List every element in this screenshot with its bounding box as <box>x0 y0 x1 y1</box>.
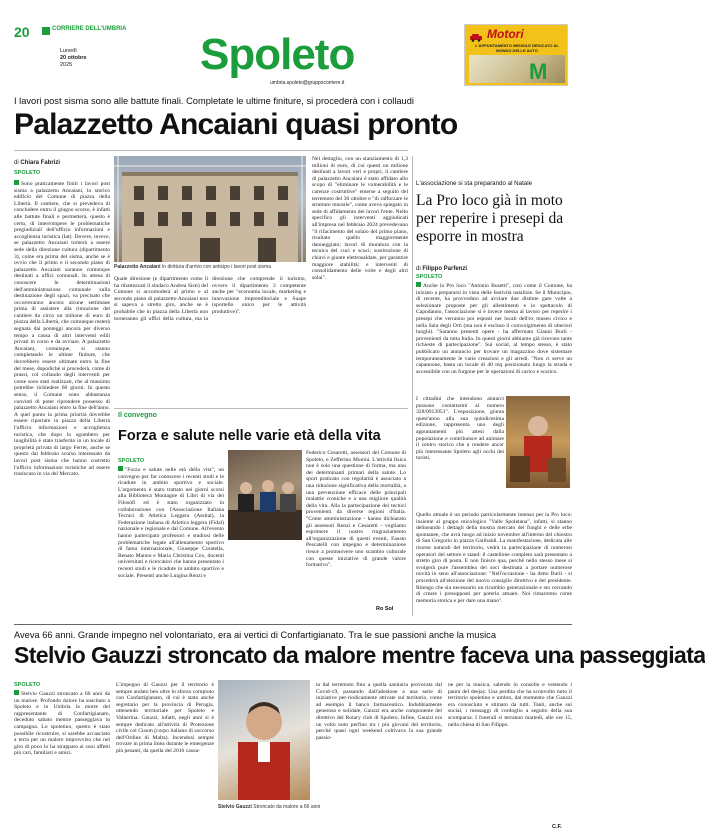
article4-col1 <box>14 690 110 830</box>
section-email[interactable]: umbria.spoleto@gruppocorriere.it <box>270 80 345 86</box>
article4-photo-caption <box>218 804 328 810</box>
bullet-square-icon <box>14 180 19 185</box>
article1-photo[interactable] <box>114 156 306 262</box>
byline-author[interactable]: Filippo Parfenzi <box>422 266 468 272</box>
article3-kicker: L'associazione si sta preparando al Natale <box>416 180 533 187</box>
article1-col2 <box>114 276 306 406</box>
section-title: Spoleto <box>200 30 355 79</box>
article4-col3 <box>316 682 442 830</box>
bullet-square-icon <box>416 282 421 287</box>
article4-col2 <box>116 682 214 830</box>
byline-prefix: di <box>14 160 19 166</box>
page-number: 20 <box>14 24 30 40</box>
article4-col2-text: L'impegno di Gauzzi per il territorio è sempre andato ben oltre lo sforzo compiuto con Confartigianato, di cui è stato anche segretario per la provincia di Perugia, ottenendo territoriale per Spoleto e Valnerina. Gauzzi, infatti, negli anni si è sempre dedicato all'attività di Protezione civile col Cisom (corpo italiano di soccorso dell'Ordine di Malta). Incendosi sempre trovare in prima linea durante le emergenze più pesanti, da quella del 2016 causa- <box>116 682 214 754</box>
svg-text:M: M <box>529 59 548 84</box>
article1-col3-text: Nel dettaglio, con un stanziamento di 1,3 milioni di euro, di cui questi un milione destinati a lavori veri e propri, il cantiere di palazzetto Ancaiani è stato affidato allo scopo di "eliminare le vulnerabilità e le carenze costruttive" emerse a seguito del terremoto del 30 ottobre e "di rafforzare le strutture murarie", come aveva spiegato in sede di affidamento dei lavori l'ente. Nello specifico gli interventi aggiudicati all'impresa nel febbraio 2024 prevedevano "il rifacimento del solaio del primo piano, risultato quello maggiormente danneggiato; lavori di muratura con la tecnica del cuci e scuci; sostituzione di chiavi e giunte elettrosaldate, per garantire maggiore stabilità; e interventi di consolidamento delle volte e degli altri solai". <box>312 156 408 281</box>
article3-location: SPOLETO <box>416 274 443 280</box>
article4-photo[interactable] <box>218 680 310 800</box>
article2-col1 <box>118 466 224 610</box>
article1-headline[interactable]: Palazzetto Ancaiani quasi pronto <box>14 108 458 141</box>
article4-col4-text: ne per la musica, salendo in consolle e vestendo i panni del deejay. Una perdita che ha sconvolto tutto il territorio spoletino e umbro, dal momento che Gauzzi era conosciuto e stimato da tutti. Tanti, anche sui social, i messaggi di cordoglio a seguito della sua scomparsa. I funerali si terranno martedì, alle ore 15, nella chiesa di San Filippo. <box>448 682 572 728</box>
date-weekday: Lunedì <box>60 48 77 54</box>
article1-location: SPOLETO <box>14 170 41 176</box>
bullet-square-icon <box>118 466 123 471</box>
article3-text-a-text: Anche la Pro loco "Antonio Busetti", così come il Comune, ha iniziato a prepararsi in vista delle festività natalizie. Se il Municipio, di recente, ha provveduto ad avviare due distinte gare volte a selezionare proposte per gli allestimenti e lo spettacolo di Capodanno, l'associazione si è invece messa al lavoro per reperire i presepi che verranno poi esposti nei locali dell'ex museo civico e nella Sala degli Orti (ma non è escluso il coinvolgimento di ulteriori luoghi). "Saranno presenti opere - ha affermato Gianni Burli - provenienti da tutta Italia. In questi giorni abbiamo già ricevuto tante richieste di partecipazione". Sui social, al tempo stesso, è stato pubblicato un annuncio per trovare un magazzino dove sistemare temporaneamente le varie creazioni e gli arredi. "Non ci serve un capannone, basta un locale di 40 mq posizionato lungo la strada e accessibile con un furgone per le operazioni di carico e scarico. <box>416 283 572 375</box>
photo-caption-text: In dirittura d'arrivo con anticipo i lavori post sisma <box>161 264 271 270</box>
photo-caption-text: Stroncato da malore a 66 anni <box>253 804 321 810</box>
article1-byline <box>14 160 60 166</box>
photo-caption-title: Palazzetto Ancaiani <box>114 264 161 270</box>
article1-col2-text: Quale direzione (e dipartimento come lì ha ribattezzati il sindaco Andrea Sisti) del Comune si accomoderà al primo e al secondo piano di palazzetto Ancaiani non si sapeva a stretto giro, anche se è probabile che in piazza della Libertà non torneranno gli uffici della cultura, ma la direzione che comprende il turismo, ovvero il dipartimento 3 competente anche per "economia locale, marketing e innovazione imprenditoriale e Suape (sportello unico per le attività produttive)". <box>114 276 306 322</box>
article3-text-c-text: Quello attuale è un periodo particolarmente intenso per la Pro loco: insieme al gruppo micologico "Valle Spoletana", infatti, si stanno delineando i dettagli della mostra mercato dei funghi e delle erbe spontanee, che avrà luogo ad inizio novembre all'interno del chiostro di San Gregorio in piazza Garibaldi. La manifestazione, dedicata alle risorse naturali del territorio, vedrà la partecipazione di numerosi operatori del settore e stand: il castellone completo sarà presentato a stretto giro di posta. E non finisce qua, perché nello stesso mese si svolgerà pure l'assemblea dei soci destinata a portare numerose novità in seno all'associazione: "Nell'occasione - ha detto Burli - si procederà all'elezione del nuovo consiglio direttivo e del presidente. Ritengo che sia necessario un ricambio generazionale e sto cercando di creare i presupposti per poterlo attuare. Noi rimarremo come memoria storica e per dare una mano". <box>416 512 572 604</box>
motori-ad-text: L'APPUNTAMENTO MENSILE DEDICATO AL MONDO DELLE AUTO <box>475 43 559 53</box>
presepe-photo-graphic <box>506 396 570 488</box>
article1-col1 <box>14 180 110 540</box>
article3-text-a <box>416 282 572 394</box>
car-icon <box>469 29 483 38</box>
article2-location: SPOLETO <box>118 458 145 464</box>
article4-signature: C.F. <box>552 824 562 830</box>
motori-ad[interactable] <box>464 24 568 86</box>
article3-text-c <box>416 512 572 622</box>
byline-author[interactable]: Chiara Fabrizi <box>20 160 61 166</box>
portrait-photo-graphic <box>218 680 310 800</box>
article2-col1-text: "Forza e salute nelle età della vita", un convegno per far conoscere i recenti studi e le ricadute in ambito sportivo e sociale. L'argomento è stato trattato nei giorni scorsi alla Biblioteca Montagne di Libri di via dei Filosofi ed è stato organizzato in collaborazione con l'Associazione Italiana Tecnici di Atletica Leggera (Assital), la Federazione italiana di Atletica leggera (Fidal) nazionale e regionale e dal Comune. All'evento hanno partecipato professori e studiosi delle problematiche legate all'allenamento sportivo di fama internazionale, Giuseppe Coratella, Renato Manno e Maria Christina Cox, docenti universitari e ricercatori che hanno presentato i recenti studi e le ricadute in ambito sportivo e sociale. Presenti anche Luigina Renzi e <box>118 467 224 579</box>
article1-col1-text: Sono praticamente finiti i lavori post sisma a palazzetto Ancaiani, lo storico edificio del Comune di piazza della Libertà. Il cantiere, che si prevedeva di concludere entro il giugno scorso, è infatti alle battute finali e permetterà, questo è certo, di interrompere le problematiche pregiudiziali dell'ufficio informazioni e accoglienza turistica (Iat). Dovere, invece, se palazzetto Ancaiani tornerà a essere sede della direzione cultura (dipartimento 3), come era prima del sisma, anche se è ovvio che il primo e il secondo piano di palazzetto Ancaiani saranno comunque destinati a uffici comunali. In attesa di conoscere le determinazioni dell'amministrazione comunale sulla destinazione degli spazi, va precisato che occorreranno ancora alcune settimane prima di assistere alla rimozione del cantiere da circa un milione di euro di piazza della Libertà, che comunque resterà segnata dai ponteggi ancora per diverso tempo a causa di altri interventi edili privati in corso e da avviare. A palazzetto Ancaiani, comunque, si stanno completando le ultime finiture, che dovrebbero essere ultimate entro la fine del mese, dopodiché si procederà, come di prassi, col collaudo degli interventi per come sono stati realizzati, che al massimo potrebbe richiedere 60 giorni. In questo senso, il Comune sono abbastanza convinti di poter riprendere possesso di palazzetto Ancaiani entro la fine dell'anno. A quel punto la prima priorità dovrebbe essere riportare in piazza della Libertà l'ufficio informazioni e accoglienza turistica, che dopo lo sgombero per inagibilità è stato trasferito in un locale di proprietà privata di largo Ferrer, anche se questo dal febbraio scorso interessato da lavori post sisma che hanno costretto l'ufficio informazioni turistiche ad essere traslocato in via del Mercato. <box>14 181 110 478</box>
article1-divider <box>14 150 408 151</box>
motori-ad-brand: Motori <box>487 27 524 41</box>
article1-photo-caption <box>114 264 306 270</box>
article2-col2-text: Federico Cesaretti, assessori del Comune di Spoleto, e Zefferino Monini. L'attività fisica non è solo una questione di forma, ma uno dei determinanti primari della salute. Lo sport praticato con regolarità è associato a una riduzione significativa della mortalità, a una prevenzione efficace delle principali malattie croniche e a una migliore qualità della vita. Alla la partecipazione dei tecnici provenienti da diverse regioni d'Italia. "Come amministrazione - hanno dichiarato gli assessori Renzi e Cesaretti - vogliamo esprimere il nostro ringraziamento all'organizzazione di questi eventi, Fausto Pescatelli con impegno e determinazione riesce a promuovere uno scambio culturale con queste iniziative di grande valore formativo". <box>306 450 406 569</box>
article3-text-b <box>416 396 504 510</box>
article4-headline[interactable]: Stelvio Gauzzi stroncato da malore mentre faceva una passeggiata <box>14 642 705 668</box>
article4-col1-text: Stelvio Gauzzi stroncato a 66 anni da un malore. Profondo dolore ha suscitato a Spoleto e in Umbria la morte del rappresentante di Confartigianato, deceduto sabato mentre passeggiava in campagna. Lo spoletino, questo è stato possibile ricostruire, si sarebbe accasciato a terra per un malore improvviso che nel giro di poco lo ha strappato ai suoi affetti più cari, familiari e amici. <box>14 691 110 757</box>
date-year: 2025 <box>60 62 73 68</box>
byline-prefix: di <box>416 266 421 272</box>
convegno-photo-graphic <box>228 450 302 540</box>
article4-col4 <box>448 682 572 822</box>
article4-col3-text: ta dal terremoto fino a quella sanitaria provocata dal Covid-19, passando dall'adesione a una serie di iniziative per-riodicamente attivate sul territorio, come ad esempio il banco farmaceutico. Indubbiamente generoso e solidale, Gauzzi era anche componente del direttivo del Rotary club di Spoleto. Infine, Gauzzi era un volto noto perfino tra i più giovani del territorio, perché quasi ogni weekend coltivava la sua grande passio- <box>316 682 442 741</box>
article1-col3 <box>312 156 408 394</box>
article3-byline <box>416 266 467 272</box>
article2-col2 <box>306 450 406 608</box>
article3-photo[interactable] <box>506 396 570 488</box>
newspaper-name: CORRIERE DELL'UMBRIA <box>52 26 127 32</box>
article1-kicker: I lavori post sisma sono alle battute finali. Completate le ultime finiture, si procederà con i collaudi <box>14 96 414 106</box>
article2-photo[interactable] <box>228 450 302 540</box>
article3-text-b-text: I cittadini che intendono aiutarci possono contattarmi al numero 328/0913951". L'esposizione, giunta quest'anno alla sua quindicesima edizione, rappresenta uno degli appuntamenti più attesi dalla popolazione e contribuisce ad animare il centro storico che a rendere ancor più interessante Spoleto agli occhi dei turisti. <box>416 396 504 462</box>
article4-location: SPOLETO <box>14 682 41 688</box>
article3-headline[interactable]: La Pro loco già in moto per reperire i presepi da esporre in mostra <box>416 192 564 245</box>
article2-signature: Ro Sol <box>376 606 394 612</box>
photo-caption-title: Stelvio Gauzzi <box>218 804 252 810</box>
bullet-square-icon <box>14 690 19 695</box>
article2-section-label: Il convegno <box>118 412 157 419</box>
palazzetto-photo-graphic <box>114 156 306 262</box>
issue-date <box>60 48 87 69</box>
article4-divider <box>14 624 572 625</box>
article4-kicker: Aveva 66 anni. Grande impegno nel volontariato, era ai vertici di Confartigianato. Tra le sue passioni anche la musica <box>14 630 496 640</box>
date-day: 20 ottobre <box>60 55 87 61</box>
article2-headline[interactable]: Forza e salute nelle varie età della vita <box>118 428 381 444</box>
motori-ad-image <box>469 55 565 83</box>
newspaper-logo <box>42 24 127 36</box>
article3-divider-vertical <box>412 156 413 616</box>
